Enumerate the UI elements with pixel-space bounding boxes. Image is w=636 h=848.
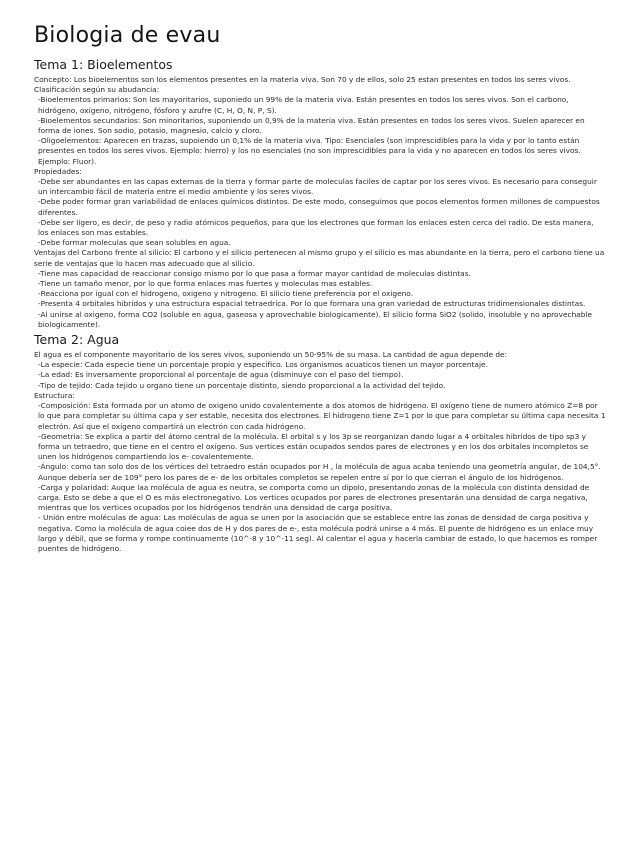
paragraph-propiedad-enlaces: -Debe poder formar gran variabilidad de enlaces químicos distintos. De este modo, conseguimos que pocos elementos formen millones de compuestos diferentes. (38, 197, 600, 217)
document-title: Biologia de evau (34, 23, 221, 48)
section-heading-tema-1: Tema 1: Bioelementos (34, 57, 173, 72)
paragraph-carga-polaridad: -Carga y polaridad: Auque laa molécula de agua es neutra, se comporta como un dipolo, presentando zonas de la molécula con distinta densidad de carga. Esto se debe a que el O es más electronegativo. Los vertices ocupados por pares de electrones presentarán una densidad de carga negativa, mientras que los vertices ocupados por los hidrógenos tendrán una densidad de carga positiva. (38, 482, 590, 513)
paragraph-especie: -La especie: Cada especie tiene un porcentaje propio y especifico. Los organismos acuaticos tienen un mayor porcentaje. (38, 360, 488, 370)
paragraph-ventaja-orbitales: -Presenta 4 orbitales hibridos y una estructura espacial tetraedrica. Por lo que formara una gran variedad de estructuras tridimensionales distintas. (38, 299, 586, 309)
paragraph-agua-intro: El agua es el componente mayoritario de los seres vivos, suponiendo un 50-95% de su masa. La cantidad de agua depende de: (34, 350, 508, 360)
section-tema-1 (34, 56, 606, 330)
paragraph-angulo: -Ángulo: como tan solo dos de los vértices del tetraedro están ocupados por H , la molécula de agua acaba teniendo una geometría angular, de 104,5°. Aunque debería ser de 109° pero los pares de e- de los orbitales completos se repelen entre sí por lo que cierran el ángulo de los hidrógenos. (38, 462, 601, 482)
paragraph-ventaja-co2: -Al unirse al oxigeno, forma CO2 (soluble en agua, gaseosa y aprovechable biologicamente). El silicio forma SiO2 (solido, insoluble y no aprovechable biologicamente). (38, 309, 593, 329)
paragraph-oligoelementos: -Oligoelementos: Aparecen en trazas, supoiendo un 0,1% de la materia viva. Tipo: Esenciales (son imprescidibles para la vida y por lo tanto están presentes en todos los seres vivos. Ejemplo: hierro) y los no esenciales (no son imprescidibles para la vida y no aparecen en todos los seres vivos. Ejemplo: Fluor). (38, 136, 581, 166)
paragraph-propiedad-abundantes: -Debe ser abundantes en las capas externas de la tierra y formar parte de moleculas faciles de captar por los seres vivos. Es necesario para conseguir un intercambio fácil de materia entre el medio ambiente y los seres vivos. (38, 177, 597, 197)
paragraph-propiedad-ligero: -Debe ser ligero, es decir, de peso y radio atómicos pequeños, para que los electrones que forman los enlaces esten cerca del radio. De esta manera, los enlaces son mas estables. (38, 217, 594, 238)
paragraph-primarios: -Bioelementos primarios: Son los mayoritarios, suponiedo un 99% de la materia viva. Están presentes en todos los seres vivos. Son el carbono, hidrógeno, oxígeno, nitrógeno, fósforo y azufre (C, H, O, N, P, S). (38, 95, 569, 115)
paragraph-clasificacion: Clasificación según su abudancia: (34, 85, 160, 95)
section-heading-tema-2: Tema 2: Agua (34, 332, 120, 348)
paragraph-union-moleculas: - Unión entre moléculas de agua: Las moléculas de agua se unen por la asociación que se establece entre las zonas de densidad de carga positiva y negativa. Como la molécula de agua coiee dos de H y dos pares de e-, esta molécula podrá unirse a 4 más. El puente de hidrógeno es un enlace muy largo y débil, que se forma y rompe continuamente (10^-8 y 10^-11 seg). Al calentar el agua y hacerla cambiar de estado, lo que hacemos es romper puentes de hidrógeno. (38, 513, 598, 553)
paragraph-ventaja-tamano: -Tiene un tamaño menor, por lo que forma enlaces mas fuertes y moleculas mas estables. (38, 279, 373, 289)
paragraph-propiedades: Propiedades: (34, 166, 82, 176)
paragraph-secundarios: -Bioelementos secundarios: Son minoritarios, suponiendo un 0,9% de la materia viva. Están presentes en todos los seres vivos. Suelen aparecer en forma de iones. Son sodio, potasio, magnesio, calcio y cloro. (38, 115, 585, 136)
section-tema-2 (34, 331, 606, 554)
paragraph-ventaja-reaccionar: -Tiene mas capacidad de reaccionar consigo mismo por lo que pasa a formar mayor cantidad de moleculas distintas. (38, 268, 471, 278)
paragraph-ventajas-carbono: Ventajas del Carbono frente al silicio: El carbono y el silicio pertenecen al mismo grupo y el silicio es mas abundante en la tierra, pero el carbono tiene ua serie de ventajas que lo hacen mas adecuado que al silicio. (34, 248, 605, 268)
paragraph-propiedad-solubles: -Debe formar moleculas que sean solubles en agua. (38, 238, 231, 248)
paragraph-composicion: -Composición: Esta formada por un atomo de oxigeno unido covalentemente a dos atomos de hidrógeno. El oxígeno tiene de numero atómico Z=8 por lo que para completar su última capa y ser estable, necesita dos electrones. El hidrogeno tiene Z=1 por lo que para completar su última capa necesita 1 electrón. Así que el oxígeno compartirá un electrón con cada hidrógeno. (38, 401, 606, 431)
paragraph-ventaja-reacciona: -Reacciona por igual con el hidrogeno, oxigeno y nitrogeno. El silicio tiene preferencia por el oxigeno. (38, 289, 414, 299)
paragraph-estructura: Estructura: (34, 390, 75, 400)
paragraph-geometria: -Geometría: Se explica a partir del átomo central de la molécula. El orbital s y los 3p se reorganizan dando lugar a 4 orbitales hibridos de tipo sp3 y forma un tetraedro, que tiene en el centro el oxígeno. Sus vertices están ocupados sendos pares de electrones y en los dos orbitales incompletos se unen los hidrógenos compartiendo los e- covalentemente. (38, 431, 589, 462)
paragraph-tejido: -Tipo de tejido: Cada tejido u organo tiene un porcentaje distinto, siendo proporcional a la actividad del tejido. (38, 380, 446, 390)
paragraph-concepto: Concepto: Los bioelementos son los elementos presentes en la materia viva. Son 70 y de ellos, solo 25 estan presentes en todos los seres vivos. (34, 75, 571, 84)
paragraph-edad: -La edad: Es inversamente proporcional al porcentaje de agua (disminuye con el paso del tiempo). (38, 370, 404, 380)
